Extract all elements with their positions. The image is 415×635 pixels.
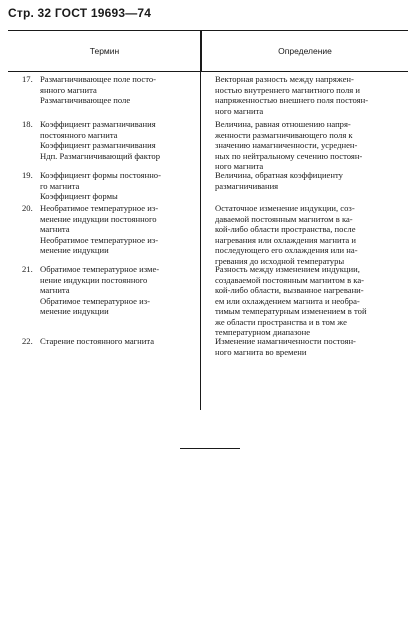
table-row [8, 74, 408, 116]
definition-line: размагничивания [215, 180, 279, 191]
definition-line: Величина, обратная коэффициенту [215, 170, 343, 180]
term-number: 20. [22, 203, 33, 213]
term-line: го магнита [40, 180, 80, 191]
term-text [34, 74, 201, 116]
table-row [8, 170, 408, 202]
definition-line: Векторная разность между напряжен- [215, 74, 354, 84]
term-line: Размагничивающее поле [40, 95, 131, 105]
definition-line: кой-либо области, вызванное нагревани- [215, 285, 364, 295]
definition-line: тимым температурным изменением в той [215, 306, 367, 316]
term-cell [8, 203, 201, 266]
term-cell [8, 74, 201, 116]
definition-line: нагревания или охлаждения магнита и [215, 234, 356, 245]
term-line: Необратимое температурное из- [40, 203, 159, 213]
definition-line: ностью внутреннего магнитного поля и [215, 84, 360, 95]
term-line: менение индукции постоянного [40, 213, 157, 224]
definition-line: же области пространства и в том же [215, 316, 347, 327]
term-cell [8, 119, 201, 172]
definition-line: создаваемой постоянным магнитом в ка- [215, 274, 365, 285]
term-line: магнита [40, 224, 70, 234]
term-cell [8, 336, 201, 357]
term-text [34, 264, 201, 338]
term-line: Коэффициент размагничивания [40, 140, 156, 150]
term-line: магнита [40, 285, 70, 295]
terms-table [8, 30, 408, 72]
table-row [8, 264, 408, 338]
definition-cell [201, 119, 408, 172]
term-line: постоянного магнита [40, 129, 118, 140]
term-line: Коэффициент формы постоянно- [40, 170, 161, 180]
term-text [34, 170, 201, 202]
table-row [8, 203, 408, 266]
definition-line: женности размагничивающего поля к [215, 129, 353, 140]
term-cell [8, 170, 201, 202]
term-line: Обратимое температурное изме- [40, 264, 160, 274]
definition-line: Величина, равная отношению напря- [215, 119, 351, 129]
term-line: Коэффициент размагничивания [40, 119, 156, 129]
term-number: 18. [22, 119, 33, 129]
term-line: Коэффициент формы [40, 191, 118, 201]
page-header: Стр. 32 ГОСТ 19693—74 [8, 6, 152, 20]
definition-line: ного магнита во времени [215, 346, 307, 357]
end-of-table-rule [180, 448, 240, 449]
term-text [34, 203, 201, 266]
definition-line: температурном диапазоне [215, 327, 311, 337]
definition-cell [201, 170, 408, 202]
term-line: Старение постоянного магнита [40, 336, 155, 346]
definition-cell [201, 264, 408, 338]
definition-line: даваемой постоянным магнитом в ка- [215, 213, 353, 224]
definition-line: Изменение намагниченности постоян- [215, 336, 356, 346]
term-line: менение индукции [40, 245, 109, 255]
term-text [34, 119, 201, 172]
term-line: Необратимое температурное из- [40, 234, 159, 245]
term-number: 21. [22, 264, 33, 274]
definition-line: ного магнита [215, 161, 264, 171]
definition-cell [201, 203, 408, 266]
table-row [8, 119, 408, 172]
definition-cell [201, 336, 408, 357]
term-number: 19. [22, 170, 33, 180]
definition-line: Разность между изменением индукции, [215, 264, 360, 274]
definition-line: значению намагниченности, усреднен- [215, 140, 358, 150]
definition-line: ем или охлаждением магнита и необра- [215, 295, 360, 306]
definition-line: гревания до исходной температуры [215, 255, 345, 266]
term-line: Ндп. Размагничивающий фактор [40, 150, 161, 161]
term-line: Размагничивающее поле посто- [40, 74, 157, 84]
column-header-definition: Определение [278, 46, 332, 56]
definition-line: кой-либо области пространства, после [215, 224, 356, 234]
definition-line: последующего его охлаждения или на- [215, 245, 358, 255]
definition-line: ных по нейтральному сечению постоян- [215, 150, 363, 161]
term-line: Обратимое температурное из- [40, 295, 150, 306]
table-header-row [8, 30, 408, 72]
definition-line: напряженностью внешнего поля постоян- [215, 95, 369, 105]
term-line: менение индукции [40, 306, 109, 316]
table-row [8, 336, 408, 357]
definition-line: ного магнита [215, 105, 264, 116]
definition-cell [201, 74, 408, 116]
column-header-term: Термин [8, 31, 202, 71]
term-line: нение индукции постоянного [40, 274, 148, 285]
definition-line: Остаточное изменение индукции, соз- [215, 203, 355, 213]
term-text [34, 336, 201, 357]
term-line: янного магнита [40, 84, 97, 95]
term-number: 17. [22, 74, 33, 84]
term-cell [8, 264, 201, 338]
term-number: 22. [22, 336, 33, 346]
